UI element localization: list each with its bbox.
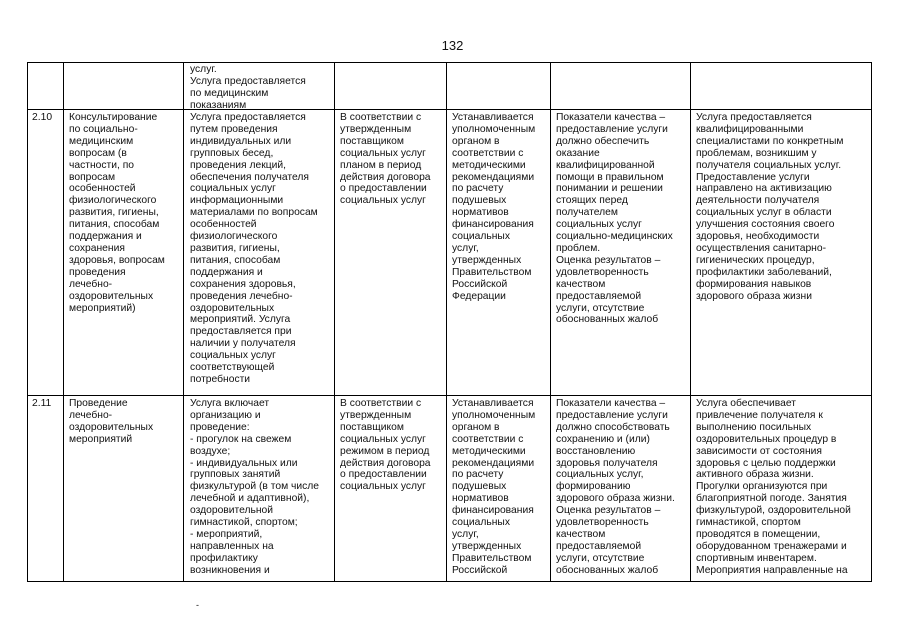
service-deadline: В соответствии с утвержденным поставщиком социальных услуг режимом в период действия договора о предоставлении социальных услуг [340,398,431,493]
row-divider [28,109,871,110]
quality-indicators: Показатели качества – предоставление услуги должно обеспечить оказание квалифицированной помощи в правильном понимании и решении стоящих перед получателем социальных услуг социально-медицинских проблем. Оценка результатов – удовлетворенность качеством предоставляемой услуги, отсутствие обоснованных жалоб [556,112,673,326]
row-number: 2.10 [32,112,53,123]
service-conditions: Услуга предоставляется квалифицированными специалистами по конкретным проблемам, возникшим у получателя социальных услуг. Предоставление услуги направлено на активизацию деятельности получателя социальных услуг в области улучшения состояния своего здоровья, необходимости осуществления санитарно- гигиенических процедур, профилактики заболеваний, формирования навыков здорового образа жизни [696,112,844,302]
row-divider [28,395,871,396]
col-divider [446,63,447,581]
services-table [27,62,872,610]
row-number: 2.11 [32,398,52,409]
col-divider [550,63,551,581]
stray-mark: - [196,600,199,610]
col-divider [334,63,335,581]
service-name: Консультирование по социально- медицинским вопросам (в частности, по вопросам особенностей физиологического развития, гигиены, питания, способам поддержания и сохранения здоровья, вопросам проведения лечебно- оздоровительных мероприятий) [69,112,165,314]
service-description: Услуга включает организацию и проведение: - прогулок на свежем воздухе; - индивидуальных или групповых занятий физкультурой (в том числе лечебной и адаптивной), оздоровительной гимнастикой, спортом; - мероприятий, направленных на профилактику возникновения и [190,398,320,576]
service-tariff: Устанавливается уполномоченным органом в соответствии с методическими рекомендациями по расчету подушевых нормативов финансирования социальных услуг, утвержденных Правительством Российской Федерации [452,112,536,302]
service-description-continued: услуг. Услуга предоставляется по медицинским показаниям [190,64,306,111]
service-name: Проведение лечебно- оздоровительных мероприятий [69,398,154,445]
quality-indicators: Показатели качества – предоставление услуги должно способствовать сохранению и (или) восстановлению здоровья получателя социальных услуг, формированию здорового образа жизни. Оценка результатов – удовлетворенность качеством предоставляемой услуги, отсутствие обоснованных жалоб [556,398,675,576]
service-deadline: В соответствии с утвержденным поставщиком социальных услуг планом в период действия договора о предоставлении социальных услуг [340,112,431,207]
col-divider [63,63,64,581]
col-divider [183,63,184,581]
service-tariff: Устанавливается уполномоченным органом в соответствии с методическими рекомендациями по расчету подушевых нормативов финансирования социальных услуг, утвержденных Правительством Российской [452,398,536,576]
col-divider [690,63,691,581]
service-description: Услуга предоставляется путем проведения индивидуальных или групповых бесед, проведения лекций, обеспечения получателя социальных услуг информационными материалами по вопросам особенностей физиологического развития, гигиены, питания, способам поддержания и сохранения здоровья, проведения лечебно- оздоровительных мероприятий. Услуга предоставляется при наличии у получателя социальных услуг соответствующей потребности [190,112,318,385]
service-conditions: Услуга обеспечивает привлечение получателя к выполнению посильных оздоровительных процедур в зависимости от состояния здоровья с целью поддержки активного образа жизни. Прогулки организуются при благоприятной погоде. Занятия физкультурой, оздоровительной гимнастикой, спортом проводятся в помещении, оборудованном тренажерами и спортивным инвентарем. Мероприятия направленные на [696,398,851,576]
page-number: 132 [441,38,464,53]
